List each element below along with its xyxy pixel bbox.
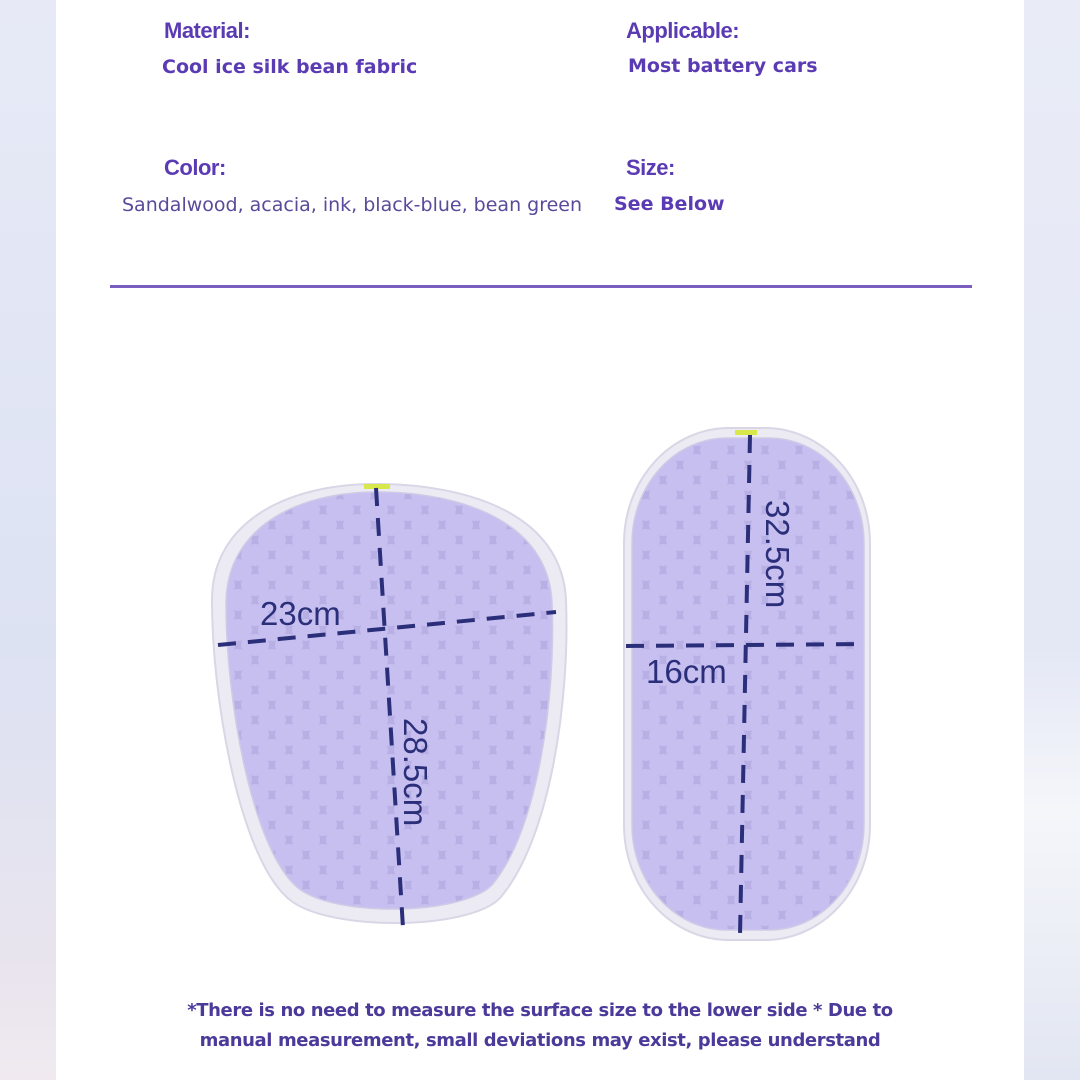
footnote-line-1: *There is no need to measure the surface size to the lower side * Due to [187, 1000, 893, 1021]
color-label: Color: [164, 155, 226, 180]
color-value: Sandalwood, acacia, ink, black-blue, bean green [122, 194, 583, 216]
rear-top-marker [735, 430, 757, 435]
rear-width-label: 16cm [646, 653, 727, 690]
footnote-line-2: manual measurement, small deviations may exist, please understand [199, 1030, 881, 1051]
front-height-label: 28.5cm [397, 718, 434, 827]
measurement-footnote [150, 996, 930, 1056]
material-label: Material: [164, 18, 250, 43]
rear-cushion [624, 428, 870, 940]
size-value: See Below [614, 193, 725, 215]
applicable-value: Most battery cars [628, 55, 818, 77]
material-value: Cool ice silk bean fabric [162, 56, 418, 78]
rear-height-label: 32.5cm [759, 500, 796, 609]
applicable-label: Applicable: [626, 18, 740, 43]
size-label: Size: [626, 155, 675, 180]
front-width-label: 23cm [260, 595, 341, 632]
front-cushion [212, 484, 566, 928]
